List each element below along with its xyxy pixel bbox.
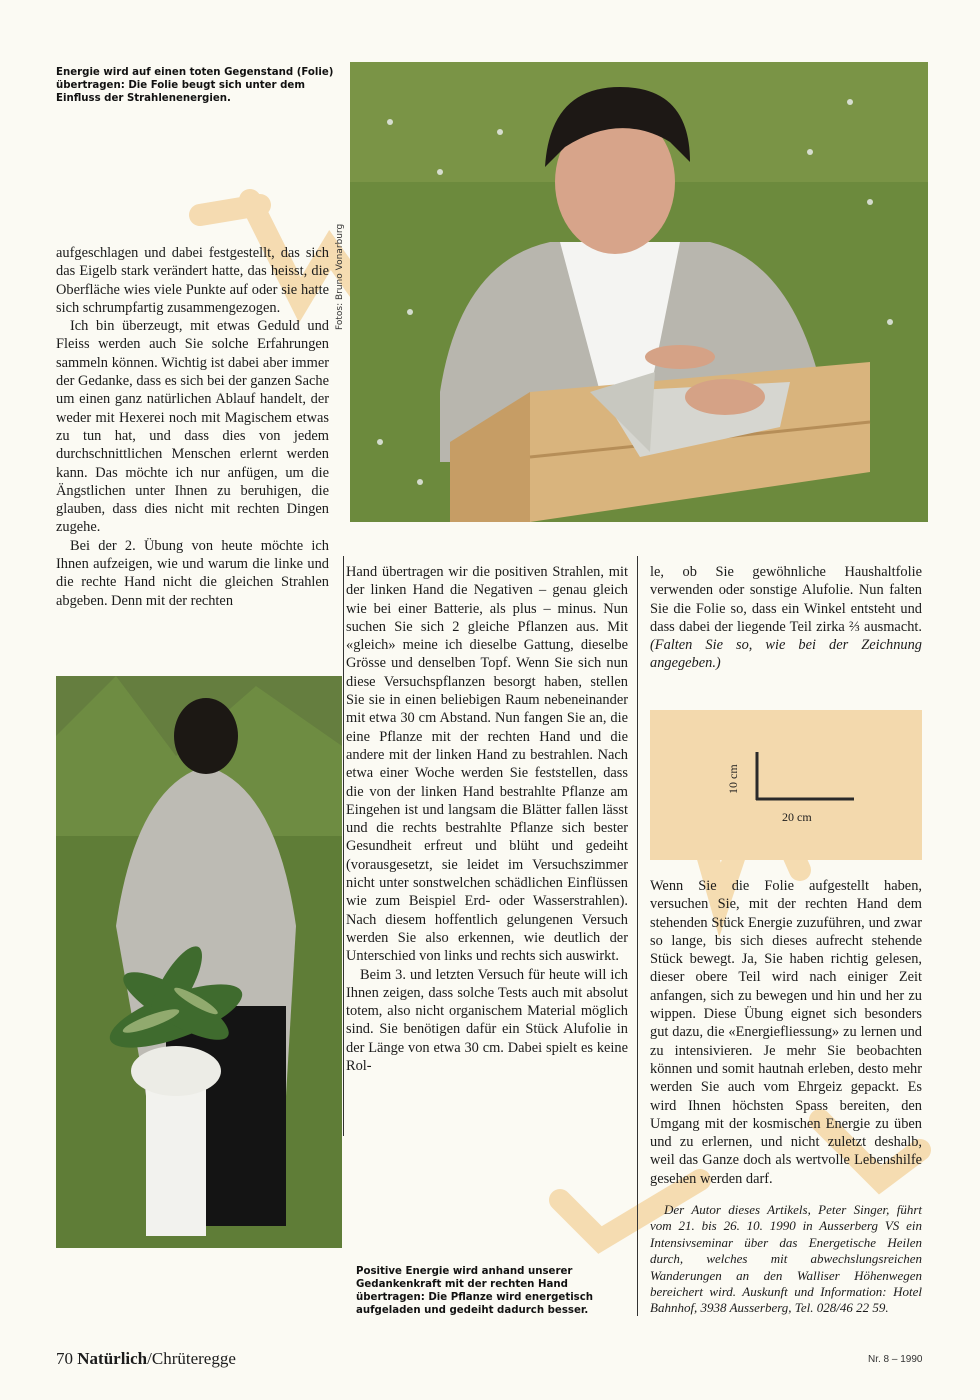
paragraph: Ich bin überzeugt, mit etwas Geduld und Fleiss werden auch Sie solche Erfahrungen sammeln können. Wichtig ist dabei aber immer der Gedanke, dass es sich bei der ganzen Sache um einen ganz natürlichen Ablauf handelt, der weder mit Hexerei noch mit Magischem etwas zu tun hat, und dass dies von jedem durchschnittlichen Menschen erlernt werden kann. Das möchte ich nur anfügen, um die Ängstlichen unter Ihnen zu beruhigen, die glauben, dass dies nicht mit rechten Dingen zugehe. — [56, 318, 329, 536]
column-divider — [343, 556, 344, 1136]
paragraph: aufgeschlagen und dabei festgestellt, das sich das Eigelb stark verändert hatte, das heisst, die Oberfläche wies viele Punkte auf oder sie hatte sich schrumpfartig zusammengezogen. — [56, 245, 329, 316]
issue-number: Nr. 8 – 1990 — [868, 1354, 923, 1365]
bottom-photo-caption: Positive Energie wird anhand unserer Gedankenkraft mit der rechten Hand übertragen: Die Pflanze wird energetisch aufgeladen und gedeiht dadurch besser. — [356, 1266, 594, 1316]
article-column-3-top — [650, 563, 922, 673]
paragraph: Hand übertragen wir die positiven Strahlen, mit der linken Hand die Negativen – genau gleich wie bei einer Batterie, als plus – minus. Nun suchen Sie sich 2 gleiche Pflanzen aus. Mit «gleich» meine ich dieselbe Gattung, dieselbe Grösse und denselben Topf. Wenn Sie sich nun diese Versuchspflanzen besorgt haben, stellen Sie sie in einen beliebigen Raum nebeneinander mit etwa 30 cm Abstand. Nun fangen Sie an, die eine Pflanze mit der rechten Hand und die andere mit der linken Hand zu bestrahlen. Nach etwa einer Woche werden Sie feststellen, dass die von der linken Hand bestrahlte Pflanze am Eingehen ist und langsam die Blätter fallen lässt und die rechts bestrahlte Pflanze sich bester Gesundheit erfreut und blüht und gedeiht (vorausgesetzt, sie leidet im Versuchszimmer nicht unter sonstwelchen schädlichen Einflüssen wie zum Beispiel Erd- oder Wasserstrahlen). Nach diesem hoffentlich gelungenen Versuch werden Sie also erkennen, wie deutlich der Unterschied von links und rechts sich auswirkt. — [346, 564, 628, 965]
paragraph: Der Autor dieses Artikels, Peter Singer, führt vom 21. bis 26. 10. 1990 in Ausserberg VS ein Intensivseminar über das Energetische Heilen durch, welches mit abwechslungsreichen Wanderungen an den Walliser Höhenwegen bereichert wird. Auskunft und Information: Hotel Bahnhof, 3938 Ausserberg, Tel. 028/46 22 59. — [650, 1202, 922, 1316]
article-column-1 — [56, 244, 329, 610]
paragraph-italic: (Falten Sie so, wie bei der Zeichnung angegeben.) — [650, 637, 922, 672]
page-footer — [56, 1349, 236, 1369]
column-divider — [637, 556, 638, 1316]
article-column-2 — [346, 563, 628, 1075]
paragraph: le, ob Sie gewöhnliche Haushaltfolie verwenden oder sonstige Alufolie. Nun falten Sie die Folie so, dass ein Winkel entsteht und dass dabei der liegende Teil zirka ⅔ ausmacht. — [650, 564, 922, 635]
diagram-label-horizontal: 20 cm — [782, 810, 812, 824]
folding-diagram — [650, 710, 922, 860]
photo-man-with-box — [350, 62, 928, 522]
magazine-name: Natürlich — [77, 1349, 148, 1368]
magazine-section: /Chrüteregge — [147, 1349, 236, 1368]
photo-man-with-plant — [56, 676, 342, 1248]
page-number: 70 — [56, 1349, 73, 1368]
author-note — [650, 1202, 922, 1317]
paragraph: Wenn Sie die Folie aufgestellt haben, versuchen Sie, mit der rechten Hand dem stehenden Stück Energie zuzuführen, und zwar so lange, bis sich dieses aufrecht stehende Stück bewegt. Ja, Sie haben richtig gelesen, dieser obere Teil wird nach einiger Zeit anfangen, sich zu bewegen und hin und her zu wippen. Diese Übung eignet sich besonders gut dazu, die «Energiefliessung» zu lernen und zu intensivieren. Je mehr Sie beobachten können und somit hautnah erleben, desto mehr werden Sie auch vom Ehrgeiz gepackt. Es wird Ihnen höchsten Spass bereiten, den Umgang mit der kosmischen Energie zu üben und zu erlernen, und nicht zuletzt deshalb, weil das Ganze doch als wertvolle Lebenshilfe gesehen werden darf. — [650, 878, 922, 1187]
paragraph: Bei der 2. Übung von heute möchte ich Ihnen aufzeigen, wie und warum die linke und die rechte Hand nicht die gleichen Strahlen abgeben. Denn mit der rechten — [56, 537, 329, 609]
top-photo-caption: Energie wird auf einen toten Gegenstand (Folie) übertragen: Die Folie beugt sich unter dem Einfluss der Strahlenenergien. — [56, 67, 334, 104]
paragraph: Beim 3. und letzten Versuch für heute will ich Ihnen zeigen, dass solche Tests auch mit absolut totem, also nicht organischem Material möglich sind. Sie benötigen dafür ein Stück Alufolie in der Länge von etwa 30 cm. Dabei spielt es keine Rol- — [346, 966, 628, 1075]
photo-credit: Fotos: Bruno Vonarburg — [335, 223, 345, 330]
article-column-3-bottom — [650, 877, 922, 1188]
diagram-label-vertical: 10 cm — [726, 764, 740, 794]
